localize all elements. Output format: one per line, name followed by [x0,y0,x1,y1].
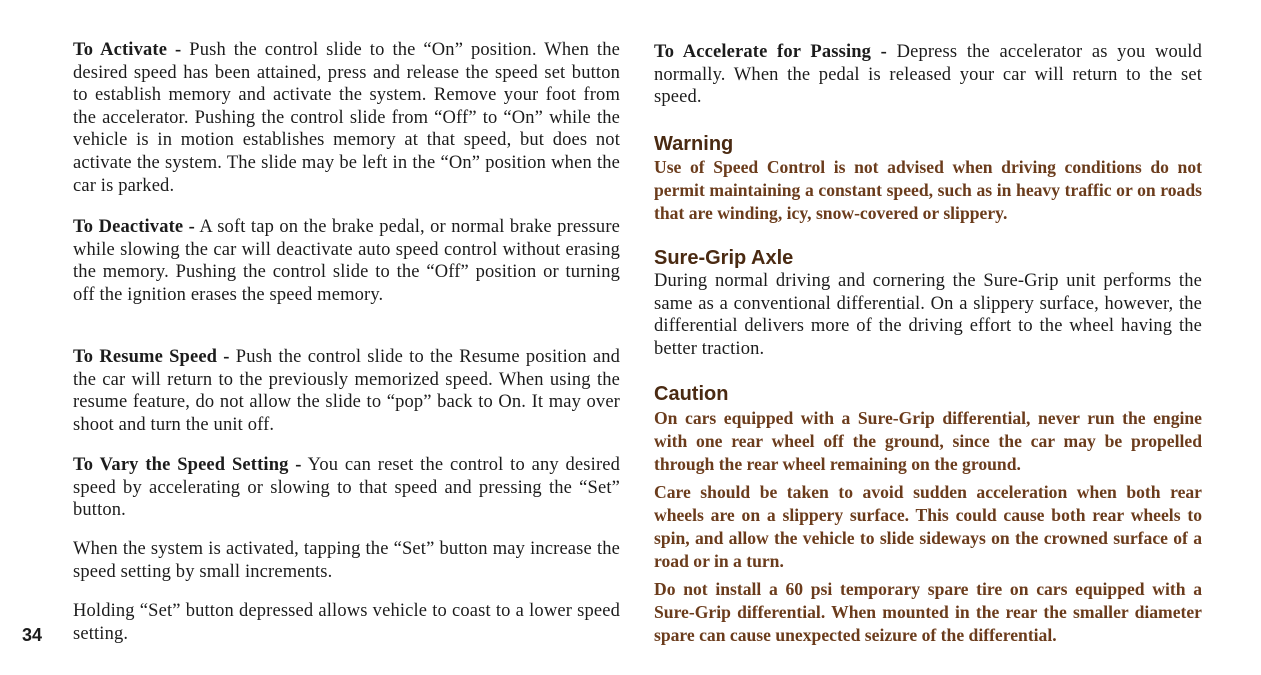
caution-paragraph-2: Care should be taken to avoid sudden acceleration when both rear wheels are on a slippery surface. This could cause both rear wheels to spin, and allow the vehicle to slide sideways on the crowned surface of a road or in a turn. [654,482,1202,571]
activate-text: Push the control slide to the “On” position. When the desired speed has been attained, press and release the speed set button to establish memory and activate the system. Remove your foot from the accelerator. Pushing the control slide from “Off” to “On” while the vehicle is in motion establishes memory at that speed, but does not activate the system. The slide may be left in the “On” position when the car is parked. [73,40,620,196]
vary-paragraph [73,454,620,522]
holding-paragraph: Holding “Set” button depressed allows vehicle to coast to a lower speed setting. [73,601,620,644]
page-number: 34 [22,625,43,645]
resume-lead: To Resume Speed - [73,347,230,367]
caution-paragraph-3: Do not install a 60 psi temporary spare tire on cars equipped with a Sure-Grip differential. When mounted in the rear the smaller diameter spare can cause unexpected seizure of the differential. [654,579,1202,645]
resume-text: Push the control slide to the Resume position and the car will return to the previously memorized speed. When using the resume feature, do not allow the slide to “pop” back to On. It may over shoot and turn the unit off. [73,347,620,435]
caution-heading: Caution [654,383,729,405]
vary-lead: To Vary the Speed Setting - [73,455,302,475]
sure-grip-heading: Sure-Grip Axle [654,247,794,269]
warning-text: Use of Speed Control is not advised when driving conditions do not permit maintaining a constant speed, such as in heavy traffic or on roads that are winding, icy, snow-covered or slippery. [654,157,1202,223]
accelerate-text: Depress the accelerator as you would normally. When the pedal is released your car will return to the set speed. [654,42,1202,108]
accelerate-paragraph [654,41,1202,109]
accelerate-lead: To Accelerate for Passing - [654,42,887,62]
deactivate-lead: To Deactivate - [73,217,195,237]
resume-paragraph [73,346,620,436]
tapping-paragraph: When the system is activated, tapping the “Set” button may increase the speed setting by small increments. [73,539,620,582]
activate-paragraph [73,39,620,197]
caution-paragraph-1: On cars equipped with a Sure-Grip differential, never run the engine with one rear wheel off the ground, since the car may be propelled through the rear wheel remaining on the ground. [654,408,1202,474]
warning-heading: Warning [654,133,734,155]
activate-lead: To Activate - [73,40,182,60]
deactivate-paragraph [73,216,620,306]
vary-text: You can reset the control to any desired speed by accelerating or slowing to that speed and pressing the “Set” button. [73,455,621,521]
sure-grip-text: During normal driving and cornering the Sure-Grip unit performs the same as a conventional differential. On a slippery surface, however, the differential delivers more of the driving effort to the wheel having the better traction. [654,271,1202,359]
deactivate-text: A soft tap on the brake pedal, or normal brake pressure while slowing the car will deactivate auto speed control without erasing the memory. Pushing the control slide to the “Off” position or turning off the ignition erases the speed memory. [73,217,620,305]
